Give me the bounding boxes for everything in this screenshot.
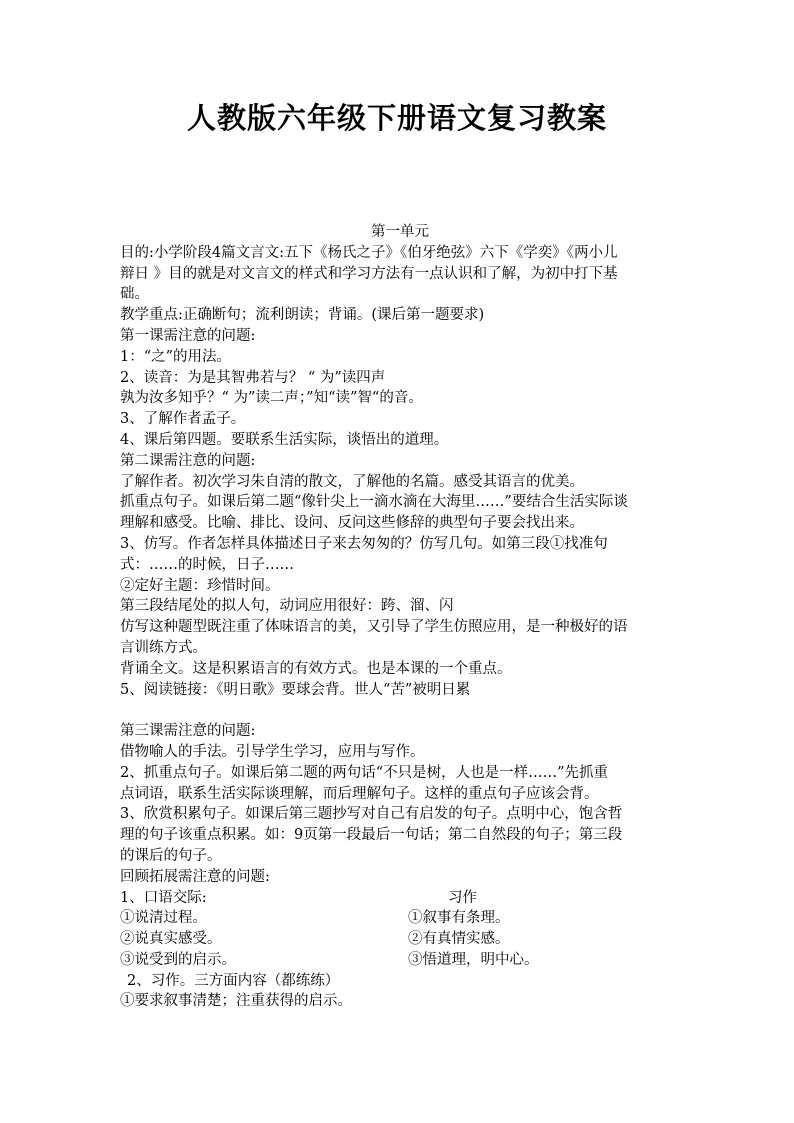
paragraph-line: 3、仿写。作者怎样具体描述日子来去匆匆的？仿写几句。如第三段①找准句	[120, 535, 608, 552]
paragraph-line: 3、欣赏积累句子。如课后第三题抄写对自己有启发的句子。点明中心，饱含哲	[120, 806, 623, 823]
column-row	[120, 929, 680, 950]
column-left-item: ①说清过程。	[120, 910, 207, 927]
document-body	[120, 222, 680, 1012]
column-left-item: ③说受到的启示。	[120, 951, 236, 968]
column-row	[120, 908, 680, 929]
column-right-item: ②有真情实感。	[408, 931, 510, 948]
paragraph-line: ②定好主题：珍惜时间。	[120, 577, 280, 594]
blank-line	[120, 700, 680, 721]
column-right-item: ③悟道理，明中心。	[408, 951, 539, 968]
paragraph-line: 言训练方式。	[120, 639, 207, 656]
section-heading: 回顾拓展需注意的问题:	[120, 868, 270, 885]
paragraph-line: 5、阅读链接：《明日歌》要球会背。世人“苦”被明日累	[120, 681, 471, 698]
paragraph-line: 理的句子该重点积累。如：9页第一段最后一句话；第二自然段的句子；第三段	[120, 827, 623, 844]
paragraph-line: 4、课后第四题。要联系生活实际，谈悟出的道理。	[120, 431, 449, 448]
paragraph-line: 了解作者。初次学习朱自清的散文，了解他的名篇。感受其语言的优美。	[120, 473, 584, 490]
paragraph-line: 借物喻人的手法。引导学生学习，应用与写作。	[120, 743, 425, 760]
paragraph-line: 3、了解作者孟子。	[120, 411, 246, 428]
paragraph-line: 1：“之”的用法。	[120, 348, 232, 365]
paragraph-line: 教学重点:正确断句；流利朗读；背诵。(课后第一题要求)	[120, 307, 485, 324]
paragraph-line: 抓重点句子。如课后第二题“像针尖上一滴水滴在大海里……”要结合生活实际谈	[120, 494, 628, 511]
paragraph-line: 2、读音：为是其智弗若与？ “ 为”读四声	[120, 369, 386, 386]
section-heading: 第二课需注意的问题:	[120, 452, 256, 469]
paragraph-line: 理解和感受。比喻、排比、设问、反问这些修辞的典型句子要会找出来。	[120, 515, 584, 532]
paragraph-line: 2、抓重点句子。如课后第二题的两句话“不只是树，人也是一样……”先抓重	[120, 764, 609, 781]
section-heading: 第三课需注意的问题:	[120, 723, 256, 740]
paragraph-line: 目的:小学阶段4篇文言文:五下《杨氏之子》《伯牙绝弦》六下《学奕》《两小儿	[120, 244, 618, 261]
column-right-item: ①叙事有条理。	[408, 910, 510, 927]
unit-heading: 第一单元	[371, 224, 429, 240]
column-left-item: ②说真实感受。	[120, 931, 222, 948]
paragraph-line: 的课后的句子。	[120, 847, 222, 864]
paragraph-line: ①要求叙事清楚；注重获得的启示。	[120, 993, 352, 1010]
document-title: 人教版六年级下册语文复习教案	[186, 101, 607, 135]
paragraph-line: 点词语，联系生活实际谈理解，而后理解句子。这样的重点句子应该会背。	[120, 785, 599, 802]
paragraph-line: 背诵全文。这是积累语言的有效方式。也是本课的一个重点。	[120, 660, 512, 677]
oral-communication-heading: 1、口语交际:	[120, 889, 207, 906]
paragraph-line: 2、习作。三方面内容（都练练）	[127, 972, 340, 989]
paragraph-line: 仿写这种题型既注重了体味语言的美，又引导了学生仿照应用，是一种极好的语	[120, 619, 628, 636]
paragraph-line: 式：……的时候，日子……	[120, 556, 294, 573]
column-header-row	[120, 888, 680, 909]
writing-heading: 习作	[448, 889, 477, 906]
paragraph-line: 第三段结尾处的拟人句，动词应用很好：跨、溜、闪	[120, 598, 454, 615]
paragraph-line: 础。	[120, 286, 149, 303]
column-row	[120, 950, 680, 971]
section-heading: 第一课需注意的问题:	[120, 327, 256, 344]
paragraph-line: 孰为汝多知乎？“ 为”读二声；”知“读”智“的音。	[120, 390, 423, 407]
paragraph-line: 辩日 》目的就是对文言文的样式和学习方法有一点认识和了解，为初中打下基	[120, 265, 618, 282]
